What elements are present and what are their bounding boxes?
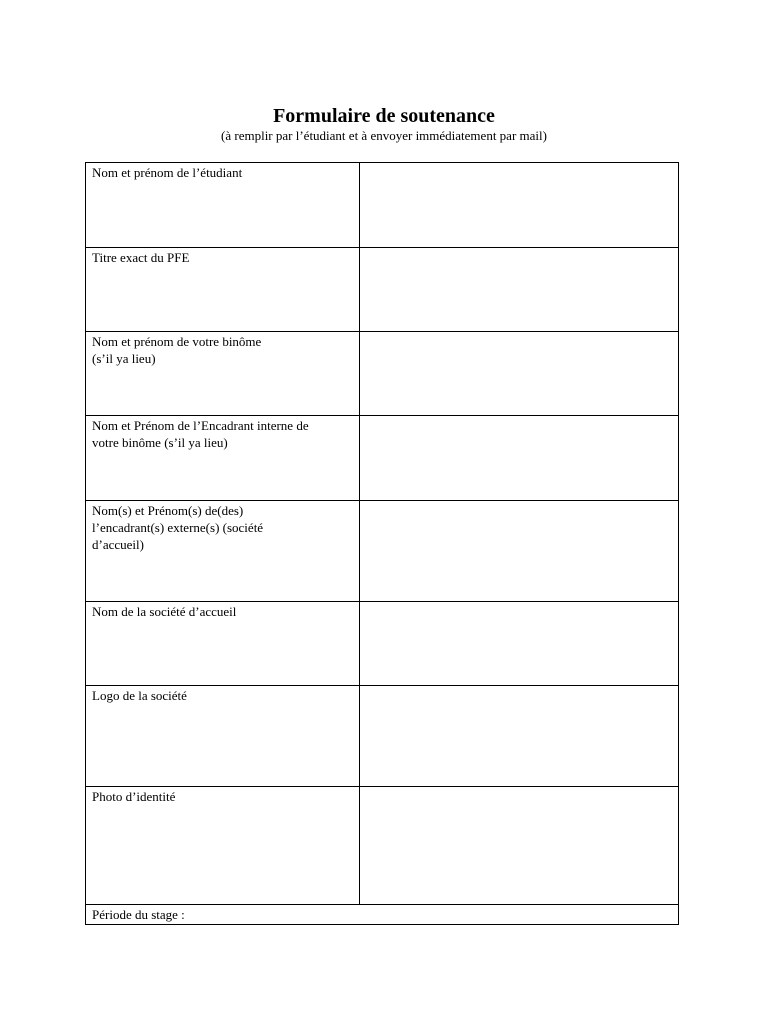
table-row [86, 686, 679, 787]
table-row [86, 248, 679, 332]
table-row [86, 501, 679, 602]
defense-form-table [85, 162, 679, 925]
table-row [86, 602, 679, 686]
label-id-photo: Photo d’identité [86, 787, 360, 905]
label-host-company: Nom de la société d’accueil [86, 602, 360, 686]
table-row [86, 163, 679, 248]
field-id-photo[interactable] [360, 787, 679, 905]
field-partner-internal-supervisor[interactable] [360, 416, 679, 501]
field-partner-name[interactable] [360, 332, 679, 416]
field-external-supervisors[interactable] [360, 501, 679, 602]
field-host-company[interactable] [360, 602, 679, 686]
label-partner-name: Nom et prénom de votre binôme (s’il ya lieu) [86, 332, 360, 416]
field-company-logo[interactable] [360, 686, 679, 787]
form-subtitle: (à remplir par l’étudiant et à envoyer immédiatement par mail) [221, 128, 547, 143]
label-student-name: Nom et prénom de l’étudiant [86, 163, 360, 248]
field-internship-period[interactable]: Période du stage : [86, 905, 679, 925]
label-external-supervisors: Nom(s) et Prénom(s) de(des) l’encadrant(s) externe(s) (société d’accueil) [86, 501, 360, 602]
table-row [86, 332, 679, 416]
form-title: Formulaire de soutenance [273, 105, 495, 127]
table-row [86, 905, 679, 925]
field-student-name[interactable] [360, 163, 679, 248]
label-partner-internal-supervisor: Nom et Prénom de l’Encadrant interne de votre binôme (s’il ya lieu) [86, 416, 360, 501]
field-pfe-title[interactable] [360, 248, 679, 332]
label-pfe-title: Titre exact du PFE [86, 248, 360, 332]
label-company-logo: Logo de la société [86, 686, 360, 787]
table-row [86, 787, 679, 905]
table-row [86, 416, 679, 501]
